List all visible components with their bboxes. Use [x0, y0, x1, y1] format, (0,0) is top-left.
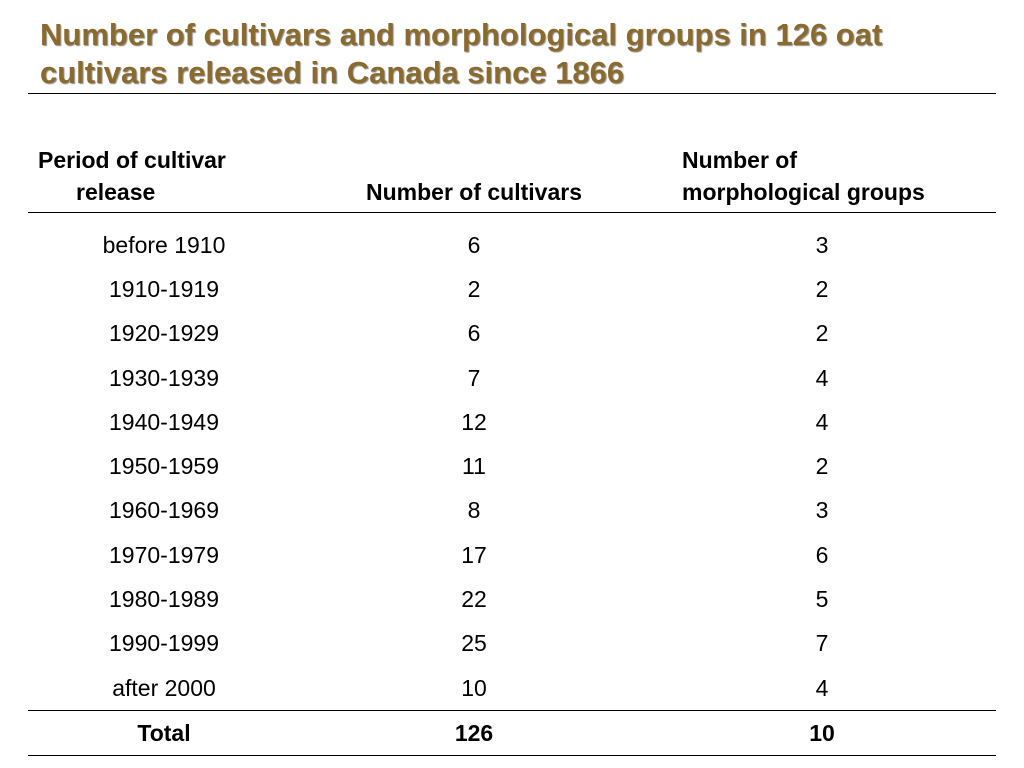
cultivar-table-container: [28, 140, 996, 756]
header-period: [28, 140, 300, 213]
cell-period: 1930-1939: [109, 364, 219, 391]
cell-groups: 7: [815, 630, 829, 657]
table-row: [28, 577, 996, 621]
header-groups-line-2: morphological groups: [682, 179, 925, 205]
header-groups-line-1: Number of: [682, 147, 797, 173]
cell-period: 1970-1979: [109, 541, 219, 568]
title-divider: [28, 93, 996, 94]
table-row: [28, 400, 996, 444]
total-groups: 10: [648, 711, 996, 756]
cell-groups: 2: [815, 453, 829, 480]
cell-count: 7: [467, 364, 481, 391]
table-row: [28, 213, 996, 268]
table-row: [28, 444, 996, 488]
total-count: 126: [300, 711, 648, 756]
table-row: [28, 267, 996, 311]
header-groups: [648, 140, 996, 213]
header-period-line-2: release: [76, 179, 156, 205]
cell-count: 2: [467, 275, 481, 302]
table-header: [28, 140, 996, 213]
cell-groups: 5: [815, 586, 829, 613]
header-count: Number of cultivars: [300, 140, 648, 213]
cell-groups: 4: [815, 674, 829, 701]
cell-period: 1940-1949: [109, 408, 219, 435]
cell-groups: 3: [815, 497, 829, 524]
table-row: [28, 622, 996, 666]
cell-count: 22: [461, 586, 487, 613]
table-body: [28, 213, 996, 711]
cell-count: 12: [461, 408, 487, 435]
cultivar-table: [28, 140, 996, 756]
header-row: [28, 140, 996, 213]
total-row: [28, 711, 996, 756]
cell-period: after 2000: [112, 674, 216, 701]
cell-count: 25: [461, 630, 487, 657]
cell-period: 1910-1919: [109, 275, 219, 302]
slide-title-line-1: Number of cultivars and morphological groups in 126 oat: [40, 17, 883, 52]
slide-title-line-2: cultivars released in Canada since 1866: [40, 55, 625, 90]
cell-period: 1980-1989: [109, 586, 219, 613]
cell-count: 10: [461, 674, 487, 701]
cell-period: 1990-1999: [109, 630, 219, 657]
cell-groups: 4: [815, 364, 829, 391]
table-row: [28, 489, 996, 533]
total-label: Total: [28, 711, 300, 756]
table-row: [28, 533, 996, 577]
cell-period: 1960-1969: [109, 497, 219, 524]
cell-period: 1950-1959: [109, 453, 219, 480]
cell-count: 6: [467, 320, 481, 347]
table-row: [28, 356, 996, 400]
cell-groups: 3: [815, 231, 829, 258]
cell-period: 1920-1929: [109, 320, 219, 347]
cell-groups: 2: [815, 275, 829, 302]
cell-count: 17: [461, 541, 487, 568]
cell-groups: 4: [815, 408, 829, 435]
cell-period: before 1910: [102, 231, 226, 258]
cell-groups: 2: [815, 320, 829, 347]
cell-groups: 6: [815, 541, 829, 568]
cell-count: 8: [467, 497, 481, 524]
cell-count: 11: [462, 453, 486, 480]
cell-count: 6: [467, 231, 481, 258]
table-footer: [28, 711, 996, 756]
table-row: [28, 666, 996, 711]
slide-title: [40, 16, 1000, 92]
header-period-line-1: Period of cultivar: [38, 147, 226, 173]
table-row: [28, 312, 996, 356]
